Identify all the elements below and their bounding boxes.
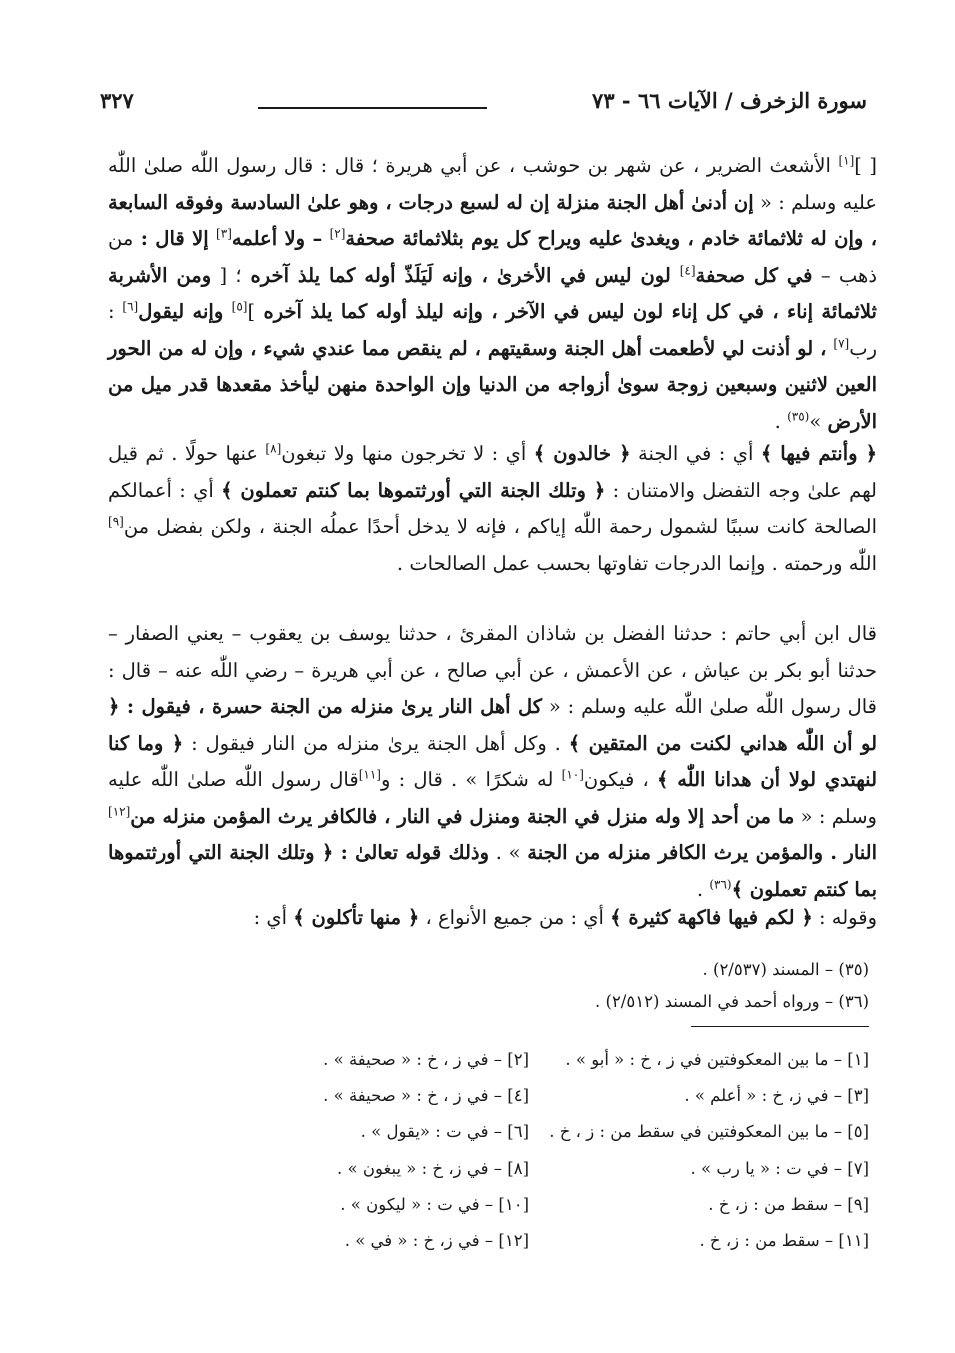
text-run: » .: [488, 841, 528, 864]
footnote-marker: [٨]: [265, 441, 282, 456]
variant-note: [٩] – سقط من : ز، خ .: [708, 1194, 869, 1214]
emphasized-text: ﴿ وأنتم فيها ﴾: [760, 442, 877, 465]
footnote-rule: [691, 1026, 869, 1027]
paragraph-ibn-abi-hatim: [108, 616, 877, 908]
footnote-36: (٣٦) – ورواه أحمد في المسند (٢/٥١٢) .: [595, 992, 869, 1011]
variant-note: [١٢] – في ز، خ : « في » .: [344, 1231, 529, 1251]
variant-row: [200, 1114, 869, 1150]
emphasized-text: – ولا أعلمه: [231, 227, 330, 250]
variant-note: [٦] – في ت : «يقول » .: [360, 1122, 529, 1142]
variant-note: [٢] – في ز ، خ : « صحيفة » .: [323, 1050, 529, 1069]
emphasized-text: ، لو أذنت لي لأطعمت أهل الجنة وسقيتهم ، لم ينقص مما عندي شيء ، وإن له من الحور العين لاثنين وسبعين زوجة سوىٰ أزواجه من الدنيا وإن الواحدة منهن ليأخذ مقعدها قدر ميل من الأرض: [108, 336, 877, 433]
emphasized-text: إلا قال :: [133, 227, 217, 250]
paragraph-hadith: [108, 148, 877, 440]
text-run: أي :: [253, 906, 294, 929]
emphasized-text: ما من أحد إلا وله منزل في الجنة ومنزل في النار ، فالكافر يرث المؤمن منزله من: [130, 804, 795, 828]
text-run: قال رسول اللّٰه صلىٰ اللّٰه عليه وسلم : «: [108, 768, 877, 828]
header-rule: [258, 107, 487, 109]
footnote-marker: [٤]: [679, 263, 696, 277]
footnote-marker: (٣٦): [709, 877, 732, 891]
text-run: أي : في الجنة: [630, 442, 761, 465]
variant-row: [200, 1078, 869, 1114]
text-run: .: [774, 409, 788, 433]
footnote-marker: [٦]: [122, 299, 139, 314]
page-number: ٣٢٧: [100, 88, 134, 113]
emphasized-text: لون ليس في الأخرىٰ ، وإنه لَيَلَذّ أوله كما يلذ آخره: [241, 263, 680, 287]
page-header: [100, 88, 867, 122]
variant-note: [١٠] – في ت : « ليكون » .: [340, 1194, 529, 1214]
variant-note: [٧] – في ت : « يا رب » .: [690, 1158, 869, 1178]
footnote-marker: [٢]: [329, 226, 346, 241]
variant-note: [٥] – ما بين المعكوفتين في سقط من : ز ، خ .: [549, 1122, 869, 1142]
text-run: أي : أعمالكم الصالحة كانت سببًا لشمول رحمة اللّٰه إياكم ، فإنه لا يدخل أحدًا عملُه الجنة ، ولكن بفضل من: [108, 478, 877, 538]
footnote-marker: [٩]: [108, 514, 124, 529]
footnote-marker: [٣]: [216, 226, 232, 241]
footnote-marker: [١]: [838, 153, 855, 168]
text-run: ، فيكون: [583, 768, 657, 791]
footnote-marker: (٣٥): [787, 409, 810, 423]
text-run: ]: [247, 300, 256, 323]
emphasized-text: ﴿ وتلك الجنة التي أورثتموها بما كنتم تعملون ﴾: [221, 478, 606, 502]
running-title: سورة الزخرف / الآيات ٦٦ - ٧٣: [592, 88, 867, 113]
variant-row: [200, 1042, 869, 1078]
footnote-marker: [٥]: [231, 299, 248, 314]
text-run: اللّٰه ورحمته . وإنما الدرجات تفاوتها بحسب عمل الصالحات .: [396, 551, 877, 575]
emphasized-text: وإنه ليقول: [138, 300, 232, 323]
emphasized-text: ومن الأشربة ثلاثمائة إناء ، في كل إناء لون ليس في الآخر ، وإنه ليلذ أوله كما يلذ آخره: [108, 263, 877, 323]
variant-note: [٣] – في ز، خ : « أعلم » .: [684, 1086, 869, 1106]
text-run: .: [696, 877, 710, 901]
footnote-marker: [١١]: [358, 767, 381, 782]
variant-row: [200, 1151, 869, 1187]
text-run: أي : لا تخرجون منها ولا تبغون: [281, 442, 534, 465]
text-run: [ ]: [854, 154, 877, 177]
emphasized-text: إن أدنىٰ أهل الجنة منزلة إن له لسبع درجات ، وهو علىٰ السادسة وفوقه السابعة ، وإن له ثلاثمائة خادم ، ويغدىٰ عليه ويراح كل يوم بثلاثمائة صحفة: [108, 190, 877, 250]
footnote-marker: [١٢]: [108, 804, 131, 818]
text-run: ؛ [: [211, 263, 242, 287]
text-run: عنها حولًا . ثم قيل لهم علىٰ وجه التفضل والامتنان :: [108, 442, 877, 502]
text-run: : رب: [108, 300, 877, 360]
paragraph-fruits: [108, 900, 877, 937]
text-run: »: [809, 409, 828, 433]
emphasized-text: في كل صحفة: [695, 263, 813, 287]
paragraph-tafsir: [108, 436, 877, 582]
variant-note: [٨] – في ز، خ : « يبغون » .: [337, 1158, 529, 1178]
emphasized-text: ﴿ وما كنا لنهتدي لولا أن هدانا اللّٰه ﴾: [108, 731, 878, 791]
manuscript-variants: [200, 1042, 869, 1259]
text-run: من ذهب –: [108, 227, 878, 287]
emphasized-text: ﴿ لكم فيها فاكهة كثيرة ﴾: [610, 906, 813, 929]
emphasized-text: ﴿ منها تأكلون ﴾: [293, 906, 420, 929]
source-footnotes: [108, 954, 869, 1018]
variant-note: [١١] – سقط من : ز، خ .: [699, 1231, 869, 1251]
text-run: . وكل أهل الجنة يرىٰ منزله من النار فيقول :: [183, 731, 569, 755]
footnote-marker: [١٠]: [561, 767, 584, 782]
variant-note: [٤] – في ز ، خ : « صحيفة » .: [323, 1086, 529, 1106]
emphasized-text: كل أهل النار يرىٰ منزله من الجنة حسرة ، فيقول : ﴿ لو أن اللّٰه هداني لكنت من المتقين ﴾: [108, 695, 878, 755]
variant-row: [200, 1223, 869, 1259]
text-run: له شكرًا » . قال : و: [380, 768, 562, 791]
emphasized-text: ﴿ خالدون ﴾: [533, 442, 631, 465]
footnote-marker: [٧]: [833, 336, 850, 350]
text-run: الأشعث الضرير ، عن شهر بن حوشب ، عن أبي هريرة ؛ قال : قال رسول اللّٰه صلىٰ اللّٰه عليه وسلم : «: [108, 154, 877, 214]
text-run: وقوله :: [812, 906, 877, 929]
variant-note: [١] – ما بين المعكوفتين في ز ، خ : « أبو » .: [565, 1050, 869, 1069]
text-run: قال ابن أبي حاتم : حدثنا الفضل بن شاذان المقرئ ، حدثنا يوسف بن يعقوب – يعني الصفار – حدثنا أبو بكر بن عياش ، عن الأعمش ، عن أبي صالح ، عن أبي هريرة – رضي اللّٰه عنه – قال : قال رسول اللّٰه صلىٰ اللّٰه عليه وسلم : «: [108, 622, 878, 718]
variant-row: [200, 1187, 869, 1223]
emphasized-text: وذلك قوله تعالىٰ : ﴿ وتلك الجنة التي أورثتموها بما كنتم تعملون ﴾: [108, 841, 877, 901]
emphasized-text: النار . والمؤمن يرث الكافر منزله من الجنة: [527, 841, 877, 864]
text-run: أي : من جميع الأنواع ،: [419, 906, 611, 929]
footnote-35: (٣٥) – المسند (٢/٥٣٧) .: [702, 960, 869, 979]
